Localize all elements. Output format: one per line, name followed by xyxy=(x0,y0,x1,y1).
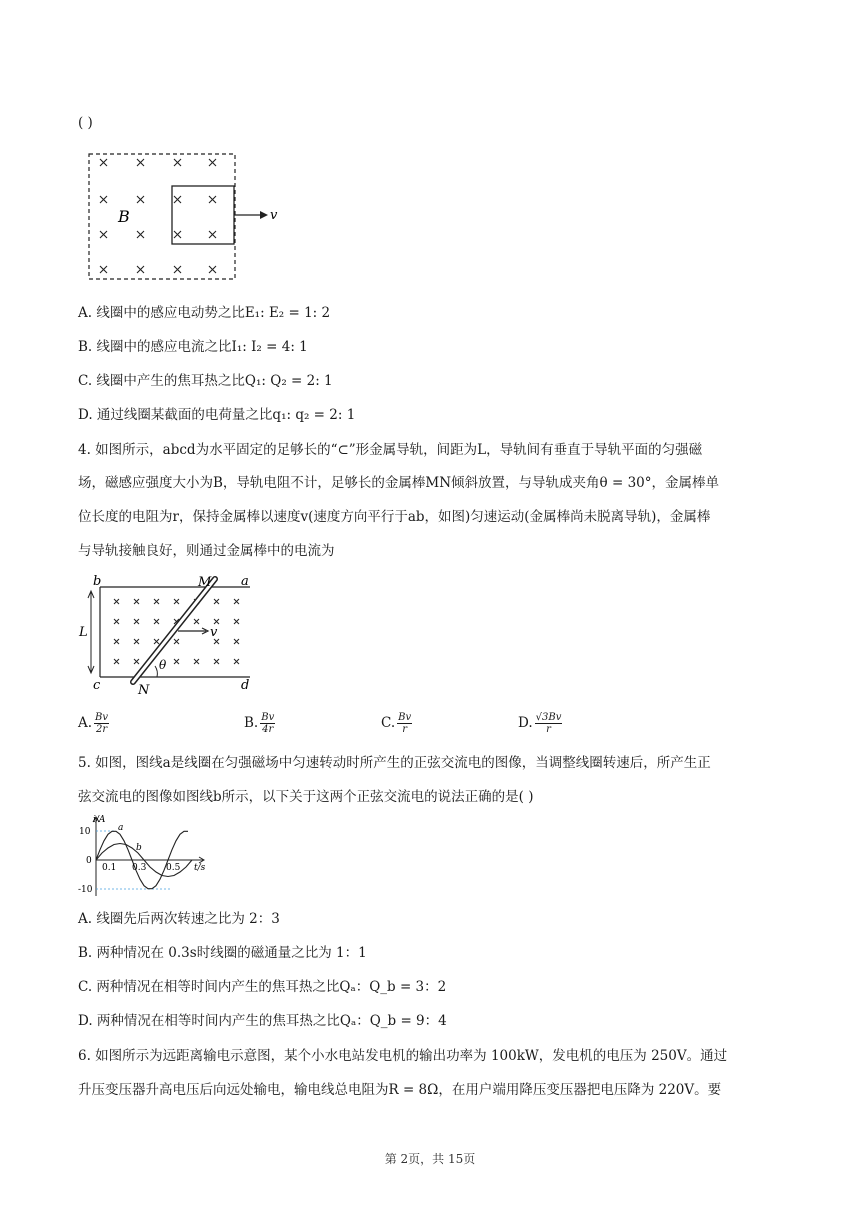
q4-line-4: 与导轨接触良好，则通过金属棒中的电流为 xyxy=(78,543,335,559)
q5-ytick-10: 10 xyxy=(79,827,91,837)
q5-ytick-0: 0 xyxy=(86,856,92,866)
q5-series-label-b: b xyxy=(136,843,142,853)
page-footer: 第 2页，共 15页 xyxy=(384,1152,476,1166)
q6-line-1: 6. 如图所示为远距离输电示意图，某个小水电站发电机的输出功率为 100kW，发电机的电压为 250V。通过 xyxy=(78,1048,728,1064)
q3-option-b: B. 线圈中的感应电流之比I₁: I₂ = 4: 1 xyxy=(78,339,308,355)
q4-label-theta: θ xyxy=(159,658,167,672)
q5-ylabel: i/A xyxy=(93,815,106,825)
q3-coil xyxy=(172,186,234,244)
q4-label-l: L xyxy=(79,625,88,640)
q5-option-d: D. 两种情况在相等时间内产生的焦耳热之比Qₐ：Q_b = 9：4 xyxy=(78,1013,447,1029)
q5-line-2: 弦交流电的图像如图线b所示，以下关于这两个正弦交流电的说法正确的是( ) xyxy=(78,789,534,805)
q4-label-c: c xyxy=(93,678,101,693)
q4-option-b: B. $\frac{Bv}{4r}$ xyxy=(244,712,275,735)
q5-option-a: A. 线圈先后两次转速之比为 2：3 xyxy=(78,911,280,927)
q5-series-label-a: a xyxy=(118,823,124,833)
q6-line-2: 升压变压器升高电压后向远处输电，输电线总电阻为R = 8Ω，在用户端用降压变压器把电压降为 220V。要 xyxy=(78,1082,722,1098)
q3-option-a: A. 线圈中的感应电动势之比E₁: E₂ = 1: 2 xyxy=(78,305,331,321)
q3-field-label: B xyxy=(118,207,130,226)
q5-xtick-01: 0.1 xyxy=(102,863,117,873)
q4-label-v: v xyxy=(210,625,218,640)
q3-bracket: ( ) xyxy=(78,115,93,131)
q4-line-3: 位长度的电阻为r，保持金属棒以速度v(速度方向平行于ab，如图)匀速运动(金属棒尚未脱离导轨)，金属棒 xyxy=(78,509,711,525)
q4-label-d: d xyxy=(241,678,250,693)
q4-line-2: 场，磁感应强度大小为B，导轨电阻不计，足够长的金属棒MN倾斜放置，与导轨成夹角θ = 30°，金属棒单 xyxy=(78,475,720,491)
q3-magnetic-field-figure xyxy=(80,145,280,285)
q4-label-a: a xyxy=(241,574,249,589)
q5-option-c: C. 两种情况在相等时间内产生的焦耳热之比Qₐ：Q_b = 3：2 xyxy=(78,979,447,995)
q4-rail-figure xyxy=(78,574,268,694)
q3-velocity-label: v xyxy=(270,208,278,223)
q5-xtick-05: 0.5 xyxy=(166,863,181,873)
q4-line-1: 4. 如图所示，abcd为水平固定的足够长的“⊂”形金属导轨，间距为L，导轨间有垂直于导轨平面的匀强磁 xyxy=(78,442,703,458)
q5-option-b: B. 两种情况在 0.3s时线圈的磁通量之比为 1：1 xyxy=(78,945,367,961)
q3-option-d: D. 通过线圈某截面的电荷量之比q₁: q₂ = 2: 1 xyxy=(78,407,356,423)
q4-option-d: D. $\frac{√3Bv}{r}$ xyxy=(518,712,562,735)
q4-option-c: C. $\frac{Bv}{r}$ xyxy=(381,712,412,735)
q5-ytick-neg10: -10 xyxy=(78,885,93,895)
q4-label-m: M xyxy=(198,575,212,590)
q5-current-graph xyxy=(78,812,218,898)
q4-label-b: b xyxy=(93,574,102,589)
q4-option-a: A. $\frac{Bv}{2r}$ xyxy=(78,712,109,735)
q4-label-n: N xyxy=(138,683,150,694)
q5-xlabel: t/s xyxy=(194,863,206,873)
q3-option-c: C. 线圈中产生的焦耳热之比Q₁: Q₂ = 2: 1 xyxy=(78,373,333,389)
q5-xtick-03: 0.3 xyxy=(132,863,147,873)
q5-line-1: 5. 如图，图线a是线圈在匀强磁场中匀速转动时所产生的正弦交流电的图像，当调整线圈转速后，所产生正 xyxy=(78,755,711,771)
